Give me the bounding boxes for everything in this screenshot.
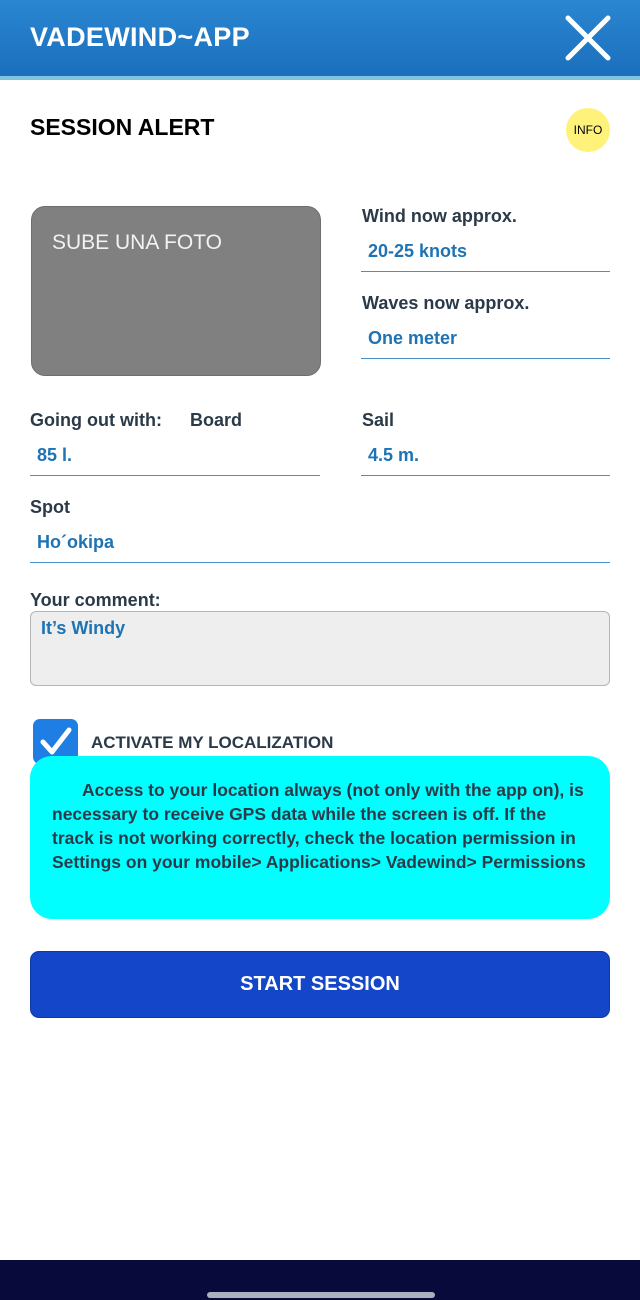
app-header (0, 0, 640, 80)
localization-label: ACTIVATE MY LOCALIZATION (91, 733, 334, 752)
page-title: SESSION ALERT (30, 114, 215, 140)
location-notice: Access to your location always (not only with the app on), is necessary to receive GPS data while the screen is off. If the track is not working correctly, check the location permission in Settings on your mobile> Applications> Vadewind> Permissions (30, 756, 610, 919)
home-indicator[interactable] (207, 1292, 435, 1298)
upload-photo-label: SUBE UNA FOTO (52, 231, 222, 254)
upload-photo-button[interactable] (31, 206, 321, 376)
waves-field[interactable]: One meter (361, 319, 610, 359)
board-label: Board (190, 410, 243, 430)
board-field[interactable]: 85 l. (30, 436, 320, 476)
app-title: VADEWIND~APP (30, 22, 250, 52)
sail-field[interactable]: 4.5 m. (361, 436, 610, 476)
sail-label: Sail (362, 410, 395, 430)
comment-label: Your comment: (30, 590, 161, 610)
start-session-button[interactable]: START SESSION (30, 951, 610, 1018)
info-button[interactable]: INFO (566, 108, 610, 152)
wind-label: Wind now approx. (362, 206, 517, 226)
close-button[interactable] (562, 12, 614, 64)
wind-field[interactable]: 20-25 knots (361, 232, 610, 272)
comment-textarea[interactable]: It’s Windy (30, 611, 610, 686)
waves-label: Waves now approx. (362, 293, 530, 313)
spot-field[interactable]: Ho´okipa (30, 523, 610, 563)
going-out-label: Going out with: (30, 410, 162, 430)
close-icon (562, 12, 614, 64)
spot-label: Spot (30, 497, 70, 517)
